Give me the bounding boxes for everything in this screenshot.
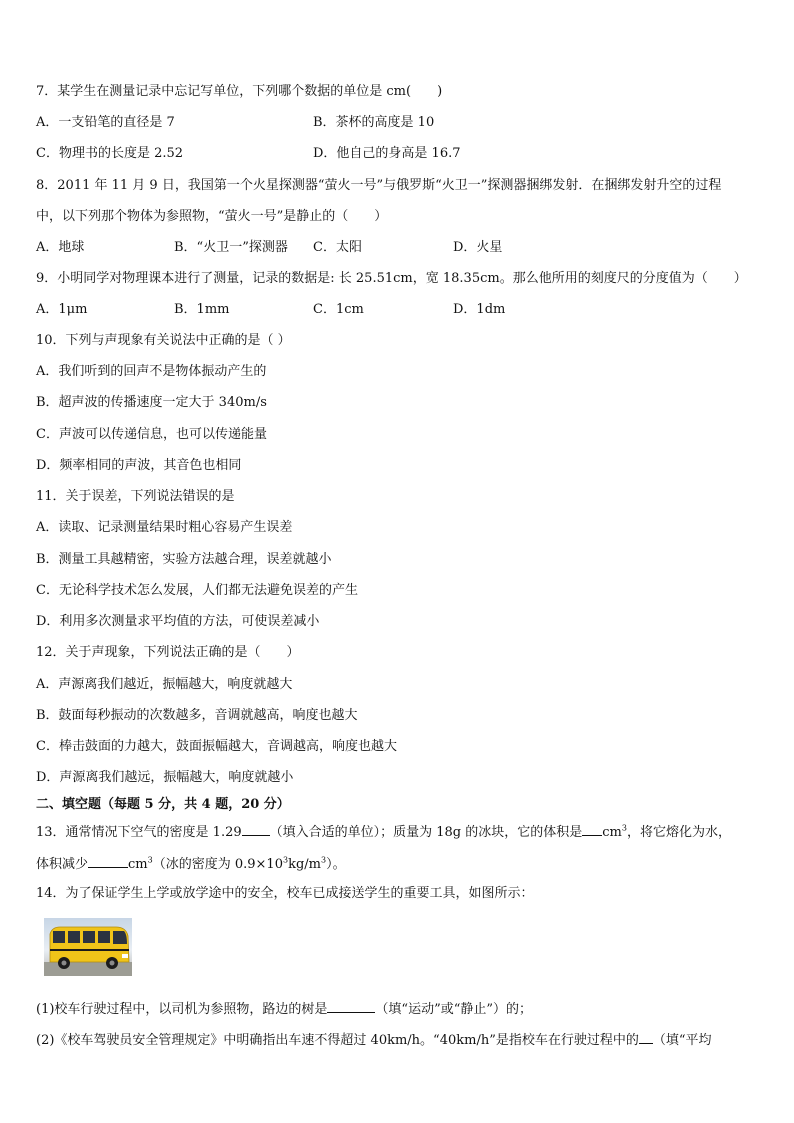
- q11-option-d: D．利用多次测量求平均值的方法，可使误差减小: [36, 614, 320, 629]
- q11-option-b: B．测量工具越精密，实验方法越合理，误差就越小: [36, 552, 332, 567]
- q13-text-1: 13．通常情况下空气的密度是 1.29: [36, 825, 242, 840]
- q12-option-b: B．鼓面每秒振动的次数越多，音调就越高，响度也越大: [36, 708, 358, 723]
- q9-option-b: B．1mm: [174, 302, 230, 317]
- q13-blank-2[interactable]: [582, 823, 602, 836]
- q8-option-d: D．火星: [453, 240, 503, 255]
- q14-sub2-text-2: （填“平均: [652, 1033, 712, 1048]
- q8-stem-line1: 8．2011 年 11 月 9 日，我国第一个火星探测器“萤火一号”与俄罗斯“火卫一”探测器捆绑发射．在捆绑发射升空的过程: [36, 178, 722, 193]
- q14-blank-2[interactable]: [639, 1031, 653, 1044]
- q8-option-a: A．地球: [36, 240, 85, 255]
- q10-option-b: B．超声波的传播速度一定大于 340m/s: [36, 395, 267, 410]
- q10-option-d: D．频率相同的声波，其音色也相同: [36, 458, 242, 473]
- school-bus-image: [44, 918, 132, 976]
- q13-unit-sup-2: 3: [147, 855, 153, 865]
- q14-blank-1[interactable]: [327, 1000, 375, 1013]
- q7-option-c: C．物理书的长度是 2.52: [36, 146, 184, 161]
- q9-option-a: A．1μm: [36, 302, 88, 317]
- q7-option-d: D．他自己的身高是 16.7: [313, 146, 461, 161]
- q12-option-a: A．声源离我们越近，振幅越大，响度就越大: [36, 677, 293, 692]
- school-bus-icon: [44, 918, 132, 976]
- q13-text-4: 体积减少: [36, 857, 89, 872]
- q11-stem: 11．关于误差，下列说法错误的是: [36, 489, 235, 504]
- q13-line2: [36, 855, 346, 873]
- q12-stem: 12．关于声现象，下列说法正确的是（ ）: [36, 645, 300, 660]
- q7-option-b: B．茶杯的高度是 10: [313, 115, 435, 130]
- q14-sub2-text-1: (2)《校车驾驶员安全管理规定》中明确指出车速不得超过 40km/h。“40km/h”是指校车在行驶过程中的: [36, 1033, 639, 1048]
- q8-stem-line2: 中，以下列那个物体为参照物，“萤火一号”是静止的（ ）: [36, 209, 388, 224]
- section-heading-fill-blank: 二、填空题（每题 5 分，共 4 题，20 分）: [36, 797, 290, 812]
- q14-sub2: [36, 1031, 712, 1049]
- q10-option-a: A．我们听到的回声不是物体振动产生的: [36, 364, 267, 379]
- q9-option-d: D．1dm: [453, 302, 506, 317]
- q13-exp: 3: [282, 855, 289, 865]
- q13-text-6: kg/m: [288, 857, 321, 872]
- q13-line1: [36, 823, 731, 841]
- q7-option-a: A．一支铅笔的直径是 7: [36, 115, 175, 130]
- q14-sub1-text-1: (1)校车行驶过程中，以司机为参照物，路边的树是: [36, 1002, 328, 1017]
- q12-option-d: D．声源离我们越远，振幅越大，响度就越小: [36, 770, 294, 785]
- q13-blank-1[interactable]: [242, 823, 270, 836]
- q13-unit-cm-2: cm: [128, 857, 148, 872]
- q7-stem: 7．某学生在测量记录中忘记写单位，下列哪个数据的单位是 cm( ): [36, 84, 443, 99]
- q13-text-3: ，将它熔化为水，: [626, 825, 731, 840]
- q13-text-5: （冰的密度为 0.9×10: [152, 857, 283, 872]
- q13-unit-sup-3: 3: [320, 855, 327, 865]
- q11-option-a: A．读取、记录测量结果时粗心容易产生误差: [36, 520, 293, 535]
- q14-sub1: [36, 1000, 532, 1018]
- q13-unit-cm: cm: [602, 825, 622, 840]
- q8-option-b: B．“火卫一”探测器: [174, 240, 288, 255]
- q9-option-c: C．1cm: [313, 302, 364, 317]
- q11-option-c: C．无论科学技术怎么发展，人们都无法避免误差的产生: [36, 583, 358, 598]
- q14-sub1-text-2: （填“运动”或“静止”）的；: [375, 1002, 533, 1017]
- q13-unit-sup: 3: [621, 823, 627, 833]
- q10-stem: 10．下列与声现象有关说法中正确的是（ ）: [36, 333, 291, 348]
- q13-text-7: ）。: [326, 857, 346, 872]
- q13-text-2: （填入合适的单位）；质量为 18g 的冰块，它的体积是: [269, 825, 583, 840]
- q13-blank-3[interactable]: [88, 855, 128, 868]
- q14-stem: 14．为了保证学生上学或放学途中的安全，校车已成接送学生的重要工具，如图所示：: [36, 886, 534, 901]
- q9-stem: 9．小明同学对物理课本进行了测量，记录的数据是: 长 25.51cm，宽 18.35cm。那么他所用的刻度尺的分度值为（ ）: [36, 271, 747, 286]
- q10-option-c: C．声波可以传递信息，也可以传递能量: [36, 427, 267, 442]
- q8-option-c: C．太阳: [313, 240, 362, 255]
- q12-option-c: C．棒击鼓面的力越大，鼓面振幅越大，音调越高，响度也越大: [36, 739, 397, 754]
